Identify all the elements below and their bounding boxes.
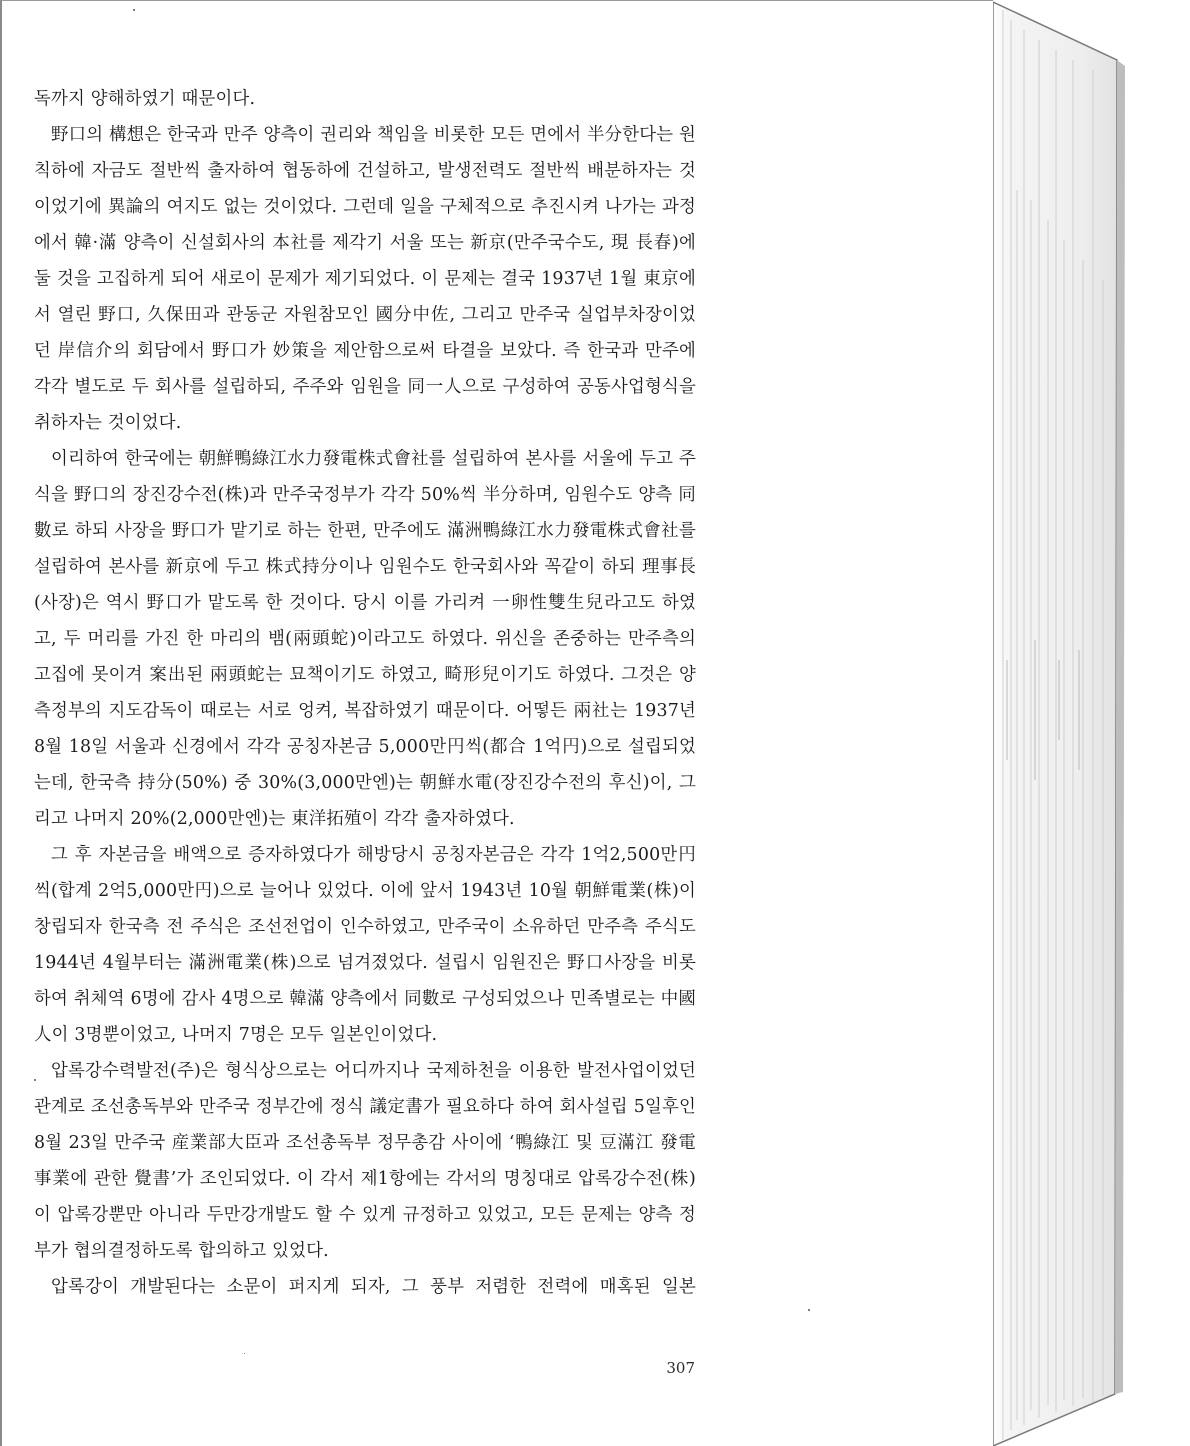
paragraph-memorandum: 압록강수력발전(주)은 형식상으로는 어디까지나 국제하천을 이용한 발전사업이었던 관계로 조선총독부와 만주국 정부간에 정식 議定書가 필요하다 하여 회사설립 5일후인 8월 23일 만주국 産業部大臣과 조선총독부 정무총감 사이에 ‘鴨綠江 및 豆滿江 發電事業에 관한 覺書’가 조인되었다. 이 각서 제1항에는 각서의 명칭대로 압록강수전(株)이 압록강뿐만 아니라 두만강개발도 할 수 있게 규정하고 있었고, 모든 문제는 양측 정부가 협의결정하도록 합의하고 있었다. bbox=[34, 1061, 696, 1261]
paragraph-continued: 독까지 양해하였기 때문이다. bbox=[34, 89, 256, 109]
paragraph-noguchi-plan: 野口의 構想은 한국과 만주 양측이 권리와 책임을 비롯한 모든 면에서 半分한다는 원칙하에 자금도 절반씩 출자하여 협동하에 건설하고, 발생전력도 절반씩 배분하자는 것이었기에 異論의 여지도 없는 것이었다. 그런데 일을 구체적으로 추진시켜 나가는 과정에서 韓·滿 양측이 신설회사의 本社를 제각기 서울 또는 新京(만주국수도, 現 長春)에 둘 것을 고집하게 되어 새로이 문제가 제기되었다. 이 문제는 결국 1937년 1월 東京에서 열린 野口, 久保田과 관동군 자원참모인 國分中佐, 그리고 만주국 실업부차장이었던 岸信介의 회담에서 野口가 妙策을 제안함으로써 타결을 보았다. 즉 한국과 만주에 각각 별도로 두 회사를 설립하되, 주주와 임원을 同一人으로 구성하여 공동사업형식을 취하자는 것이었다. bbox=[34, 125, 696, 433]
page-number: 307 bbox=[666, 1359, 695, 1377]
paragraph-capital-increase: 그 후 자본금을 배액으로 증자하였다가 해방당시 공칭자본금은 각각 1억2,500만円씩(합계 2억5,000만円)으로 늘어나 있었다. 이에 앞서 1943년 10월 朝鮮電業(株)이 창립되자 한국측 전 주식은 조선전업이 인수하였고, 만주국이 소유하던 만주측 주식도 1944년 4월부터는 滿洲電業(株)으로 넘겨졌었다. 설립시 임원진은 野口사장을 비롯하여 취체역 6명에 감사 4명으로 韓滿 양측에서 同數로 구성되었으나 민족별로는 中國人이 3명뿐이었고, 나머지 7명은 모두 일본인이었다. bbox=[34, 845, 696, 1045]
scan-speck bbox=[34, 1079, 36, 1081]
paragraph-company-founding: 이리하여 한국에는 朝鮮鴨綠江水力發電株式會社를 설립하여 본사를 서울에 두고 주식을 野口의 장진강수전(株)과 만주국정부가 각각 50%씩 半分하며, 임원수도 양측 同數로 하되 사장을 野口가 맡기로 하는 한편, 만주에도 滿洲鴨綠江水力發電株式會社를 설립하여 본사를 新京에 두고 株式持分이나 임원수도 한국회사와 꼭같이 하되 理事長(사장)은 역시 野口가 맡도록 한 것이다. 당시 이를 가리켜 一卵性雙生兒라고도 하였고, 두 머리를 가진 한 마리의 뱀(兩頭蛇)이라고도 하였다. 위신을 존중하는 만주측의 고집에 못이겨 案出된 兩頭蛇는 묘책이기도 하였고, 畸形兒이기도 하였다. 그것은 양측정부의 지도감독이 때로는 서로 엉켜, 복잡하였기 때문이다. 어떻든 兩社는 1937년 8월 18일 서울과 신경에서 각각 공칭자본금 5,000만円씩(都合 1억円)으로 설립되었는데, 한국측 持分(50%) 중 30%(3,000만엔)는 朝鮮水電(장진강수전의 후신)이, 그리고 나머지 20%(2,000만엔)는 東洋拓殖이 각각 출자하였다. bbox=[34, 449, 696, 829]
body-text bbox=[34, 81, 696, 1305]
scan-speck bbox=[133, 9, 135, 11]
scan-speck bbox=[244, 1353, 245, 1354]
scan-speck bbox=[808, 1309, 810, 1311]
paragraph-development-rumor: 압록강이 개발된다는 소문이 퍼지게 되자, 그 풍부 저렴한 전력에 매혹된 일본 bbox=[51, 1277, 696, 1297]
book-page-edges bbox=[993, 0, 1190, 1446]
